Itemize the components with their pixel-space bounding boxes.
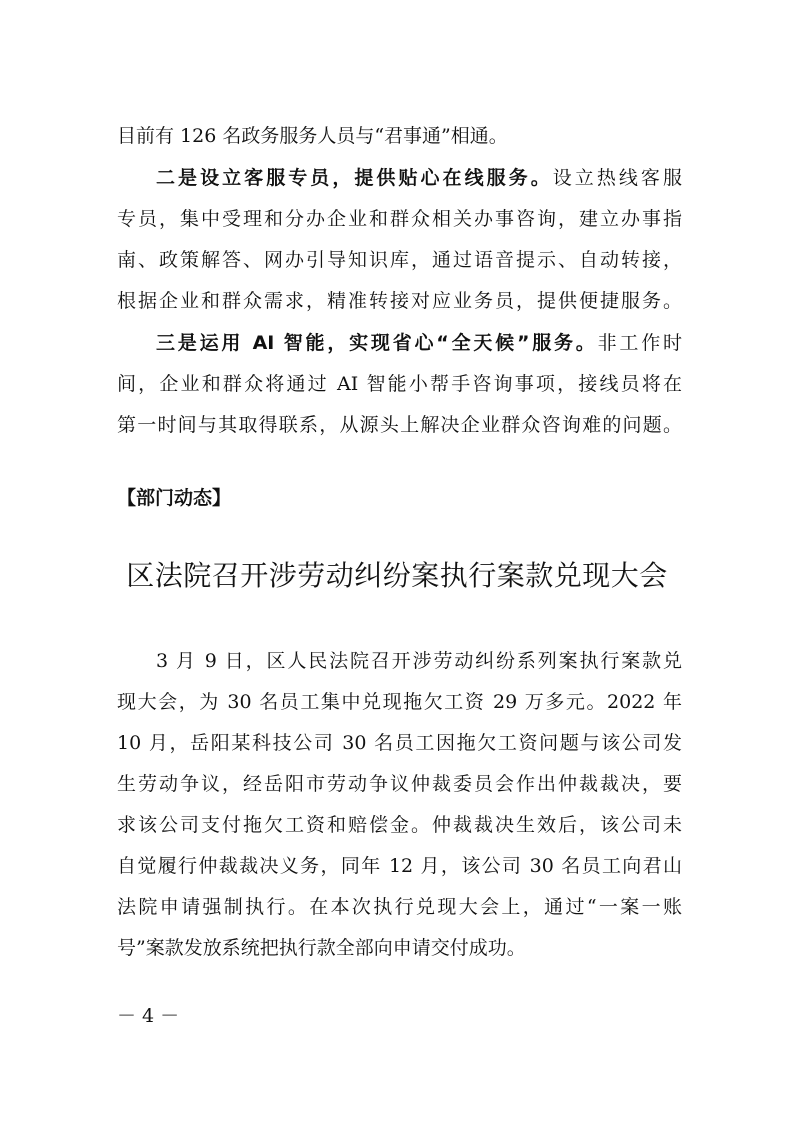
para3-line3: 第一时间与其取得联系，从源头上解决企业群众咨询难的问题。 <box>117 414 682 436</box>
para4-line6: 自觉履行仲裁裁决义务，同年 12 月，该公司 30 名员工向君山 <box>117 855 682 877</box>
para4-line3: 10 月，岳阳某科技公司 30 名员工因拖欠工资问题与该公司发 <box>117 732 682 754</box>
para4-line1: 3 月 9 日，区人民法院召开涉劳动纠纷系列案执行案款兑 <box>156 650 682 672</box>
para3-line1-rest: 非工作时 <box>597 332 682 354</box>
para4-line8: 号”案款发放系统把执行款全部向申请交付成功。 <box>117 937 526 959</box>
para2-lead: 二是设立客服专员，提供贴心在线服务。 <box>156 167 553 189</box>
para3-line1 <box>156 323 682 363</box>
para4-line2: 现大会，为 30 名员工集中兑现拖欠工资 29 万多元。2022 年 <box>117 691 682 713</box>
para2-line3: 南、政策解答、网办引导知识库，通过语音提示、自动转接， <box>117 249 682 271</box>
para2-line1 <box>156 158 682 198</box>
para4-line7: 法院申请强制执行。在本次执行兑现大会上，通过“一案一账 <box>117 896 682 918</box>
para2-line4: 根据企业和群众需求，精准转接对应业务员，提供便捷服务。 <box>117 290 682 312</box>
para4-line5: 求该公司支付拖欠工资和赔偿金。仲裁裁决生效后，该公司未 <box>117 814 682 836</box>
para2-line2: 专员，集中受理和分办企业和群众相关办事咨询，建立办事指 <box>117 208 682 230</box>
section-tag: 【部门动态】 <box>117 487 232 509</box>
para1-line1: 目前有 126 名政务服务人员与“君事通”相通。 <box>117 125 508 147</box>
para4-line4: 生劳动争议，经岳阳市劳动争议仲裁委员会作出仲裁裁决，要 <box>117 773 682 795</box>
para3-line2: 间，企业和群众将通过 AI 智能小帮手咨询事项，接线员将在 <box>117 373 682 395</box>
article-headline: 区法院召开涉劳动纠纷案执行案款兑现大会 <box>126 559 668 592</box>
page-number: － 4 － <box>117 1005 180 1027</box>
para2-line1-rest: 设立热线客服 <box>552 167 682 189</box>
para3-lead: 三是运用 AI 智能，实现省心“全天候”服务。 <box>156 332 598 354</box>
